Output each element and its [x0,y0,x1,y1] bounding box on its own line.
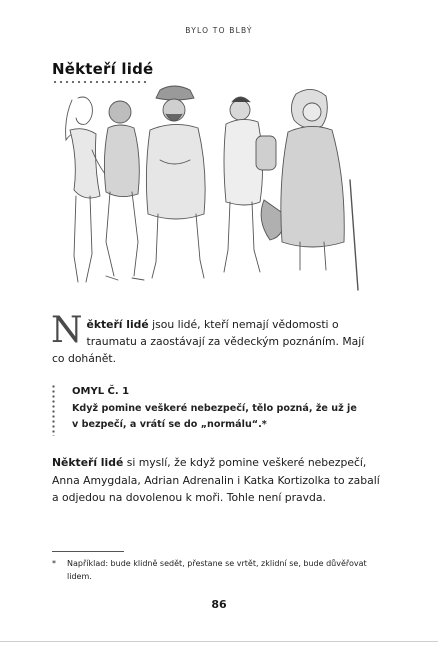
footnote-rule [52,551,124,552]
people-illustration [50,80,380,300]
figure-woman-left [66,97,112,282]
figure-old-woman [281,89,358,290]
callout-heading: OMYL Č. 1 [72,386,130,397]
page-number: 86 [211,598,227,611]
callout-dotted-rule [52,384,55,436]
body-paragraph [52,454,382,507]
drop-cap: N [51,310,83,351]
intro-text: jsou lidé, kteří nemají vědomosti o traumatu a zaostávají za vědeckým poznáním. Mají co dohánět. [52,318,365,365]
figure-man-hat [146,86,205,278]
intro-bold-lead: ěkteří lidé [86,318,149,331]
intro-paragraph [51,310,372,367]
figure-person-backpack [224,97,284,272]
body-bold-lead: Někteří lidé [52,456,124,469]
footnote-mark: * [52,559,56,568]
running-head: BYLO TO BLBÝ [185,26,253,35]
myth-callout [52,384,362,436]
section-title: Někteří lidé [52,60,154,78]
body-text: si myslí, že když pomine veškeré nebezpečí, Anna Amygdala, Adrian Adrenalin i Katka Kortizolka to zabalí a odjedou na dovolenou k moři. Tohle není pravda. [52,456,380,504]
footnote-text: Například: bude klidně sedět, přestane se vrtět, zklidní se, bude důvěřovat lidem. [67,559,367,581]
figure-man-curly [104,101,144,280]
callout-text: Když pomine veškeré nebezpečí, tělo pozná, že už je v bezpečí, a vrátí se do „normálu“.* [72,403,357,430]
bottom-rule [0,641,438,642]
